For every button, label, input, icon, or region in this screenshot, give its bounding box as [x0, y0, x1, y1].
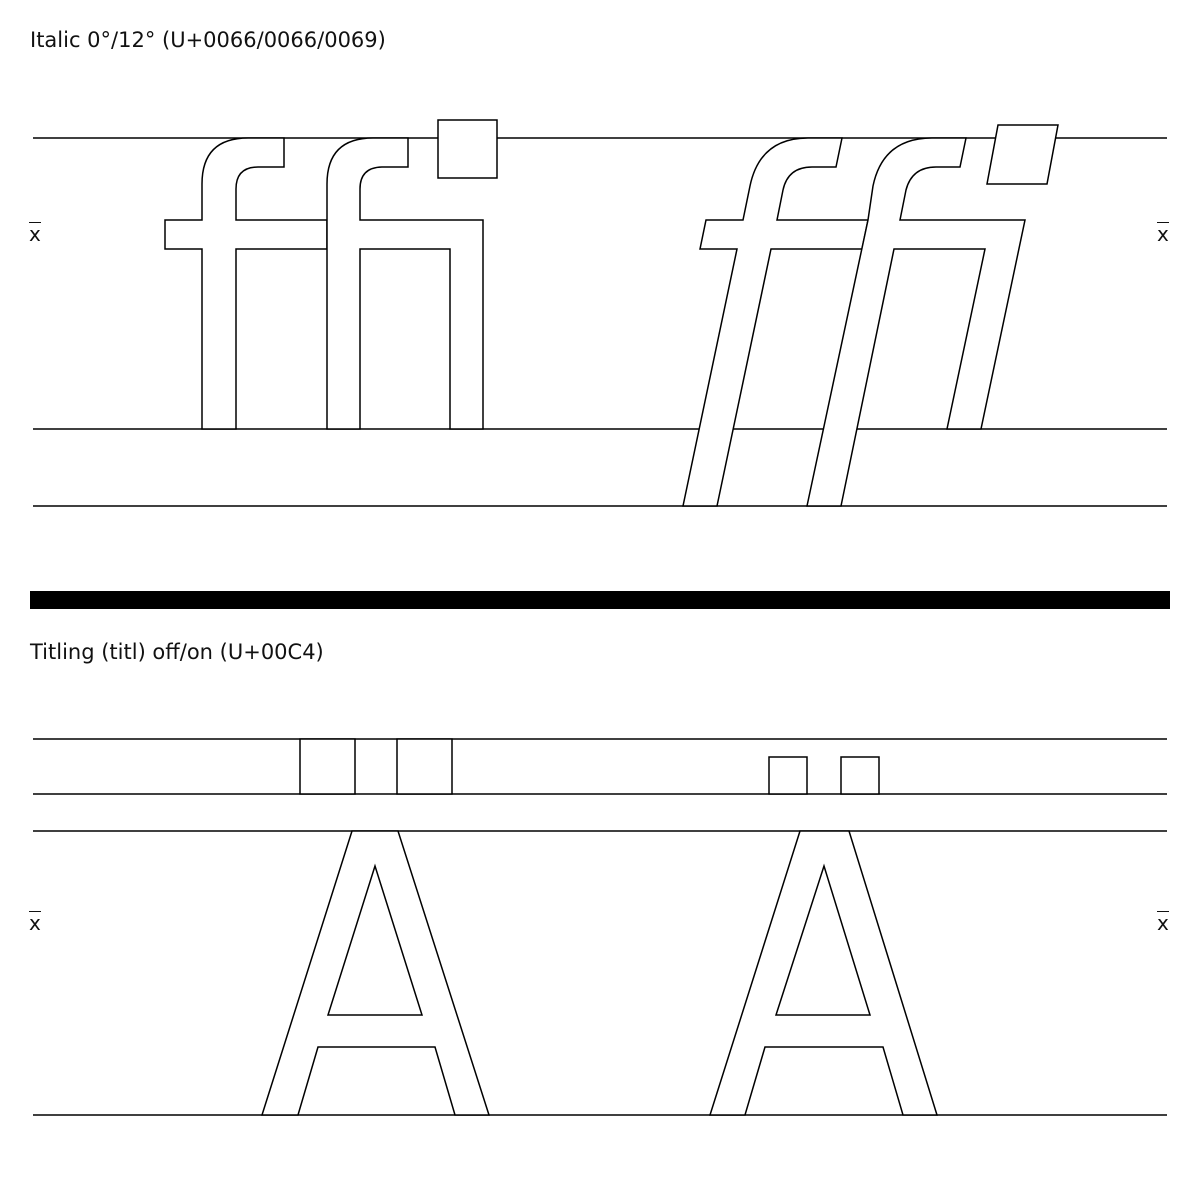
- italic-f-second: [807, 138, 1025, 506]
- a-dieresis-default: [262, 739, 489, 1115]
- letter-a-default: [262, 831, 489, 1115]
- titling-section-caption: Titling (titl) off/on (U+00C4): [30, 640, 324, 664]
- dieresis-dot-right: [397, 739, 452, 794]
- dieresis-dot-left: [300, 739, 355, 794]
- x-height-marker-right: x: [1157, 222, 1169, 246]
- letter-a-titling: [710, 831, 937, 1115]
- titling-guidelines: [33, 739, 1167, 1115]
- upright-i-dot: [438, 120, 497, 178]
- x-height-marker-left-titling: x: [29, 911, 41, 935]
- x-height-marker-right-titling: x: [1157, 911, 1169, 935]
- upright-f-second: [327, 138, 483, 429]
- titling-dot-left: [769, 757, 807, 794]
- upright-ffi-glyph: [165, 120, 497, 429]
- x-height-marker-left: x: [29, 222, 41, 246]
- italic-section-caption: Italic 0°/12° (U+0066/0066/0069): [30, 28, 386, 52]
- titling-dot-right: [841, 757, 879, 794]
- a-dieresis-titling: [710, 757, 937, 1115]
- italic-ffi-glyph: [683, 125, 1058, 506]
- italic-i-dot: [987, 125, 1058, 184]
- upright-f-first: [165, 138, 327, 429]
